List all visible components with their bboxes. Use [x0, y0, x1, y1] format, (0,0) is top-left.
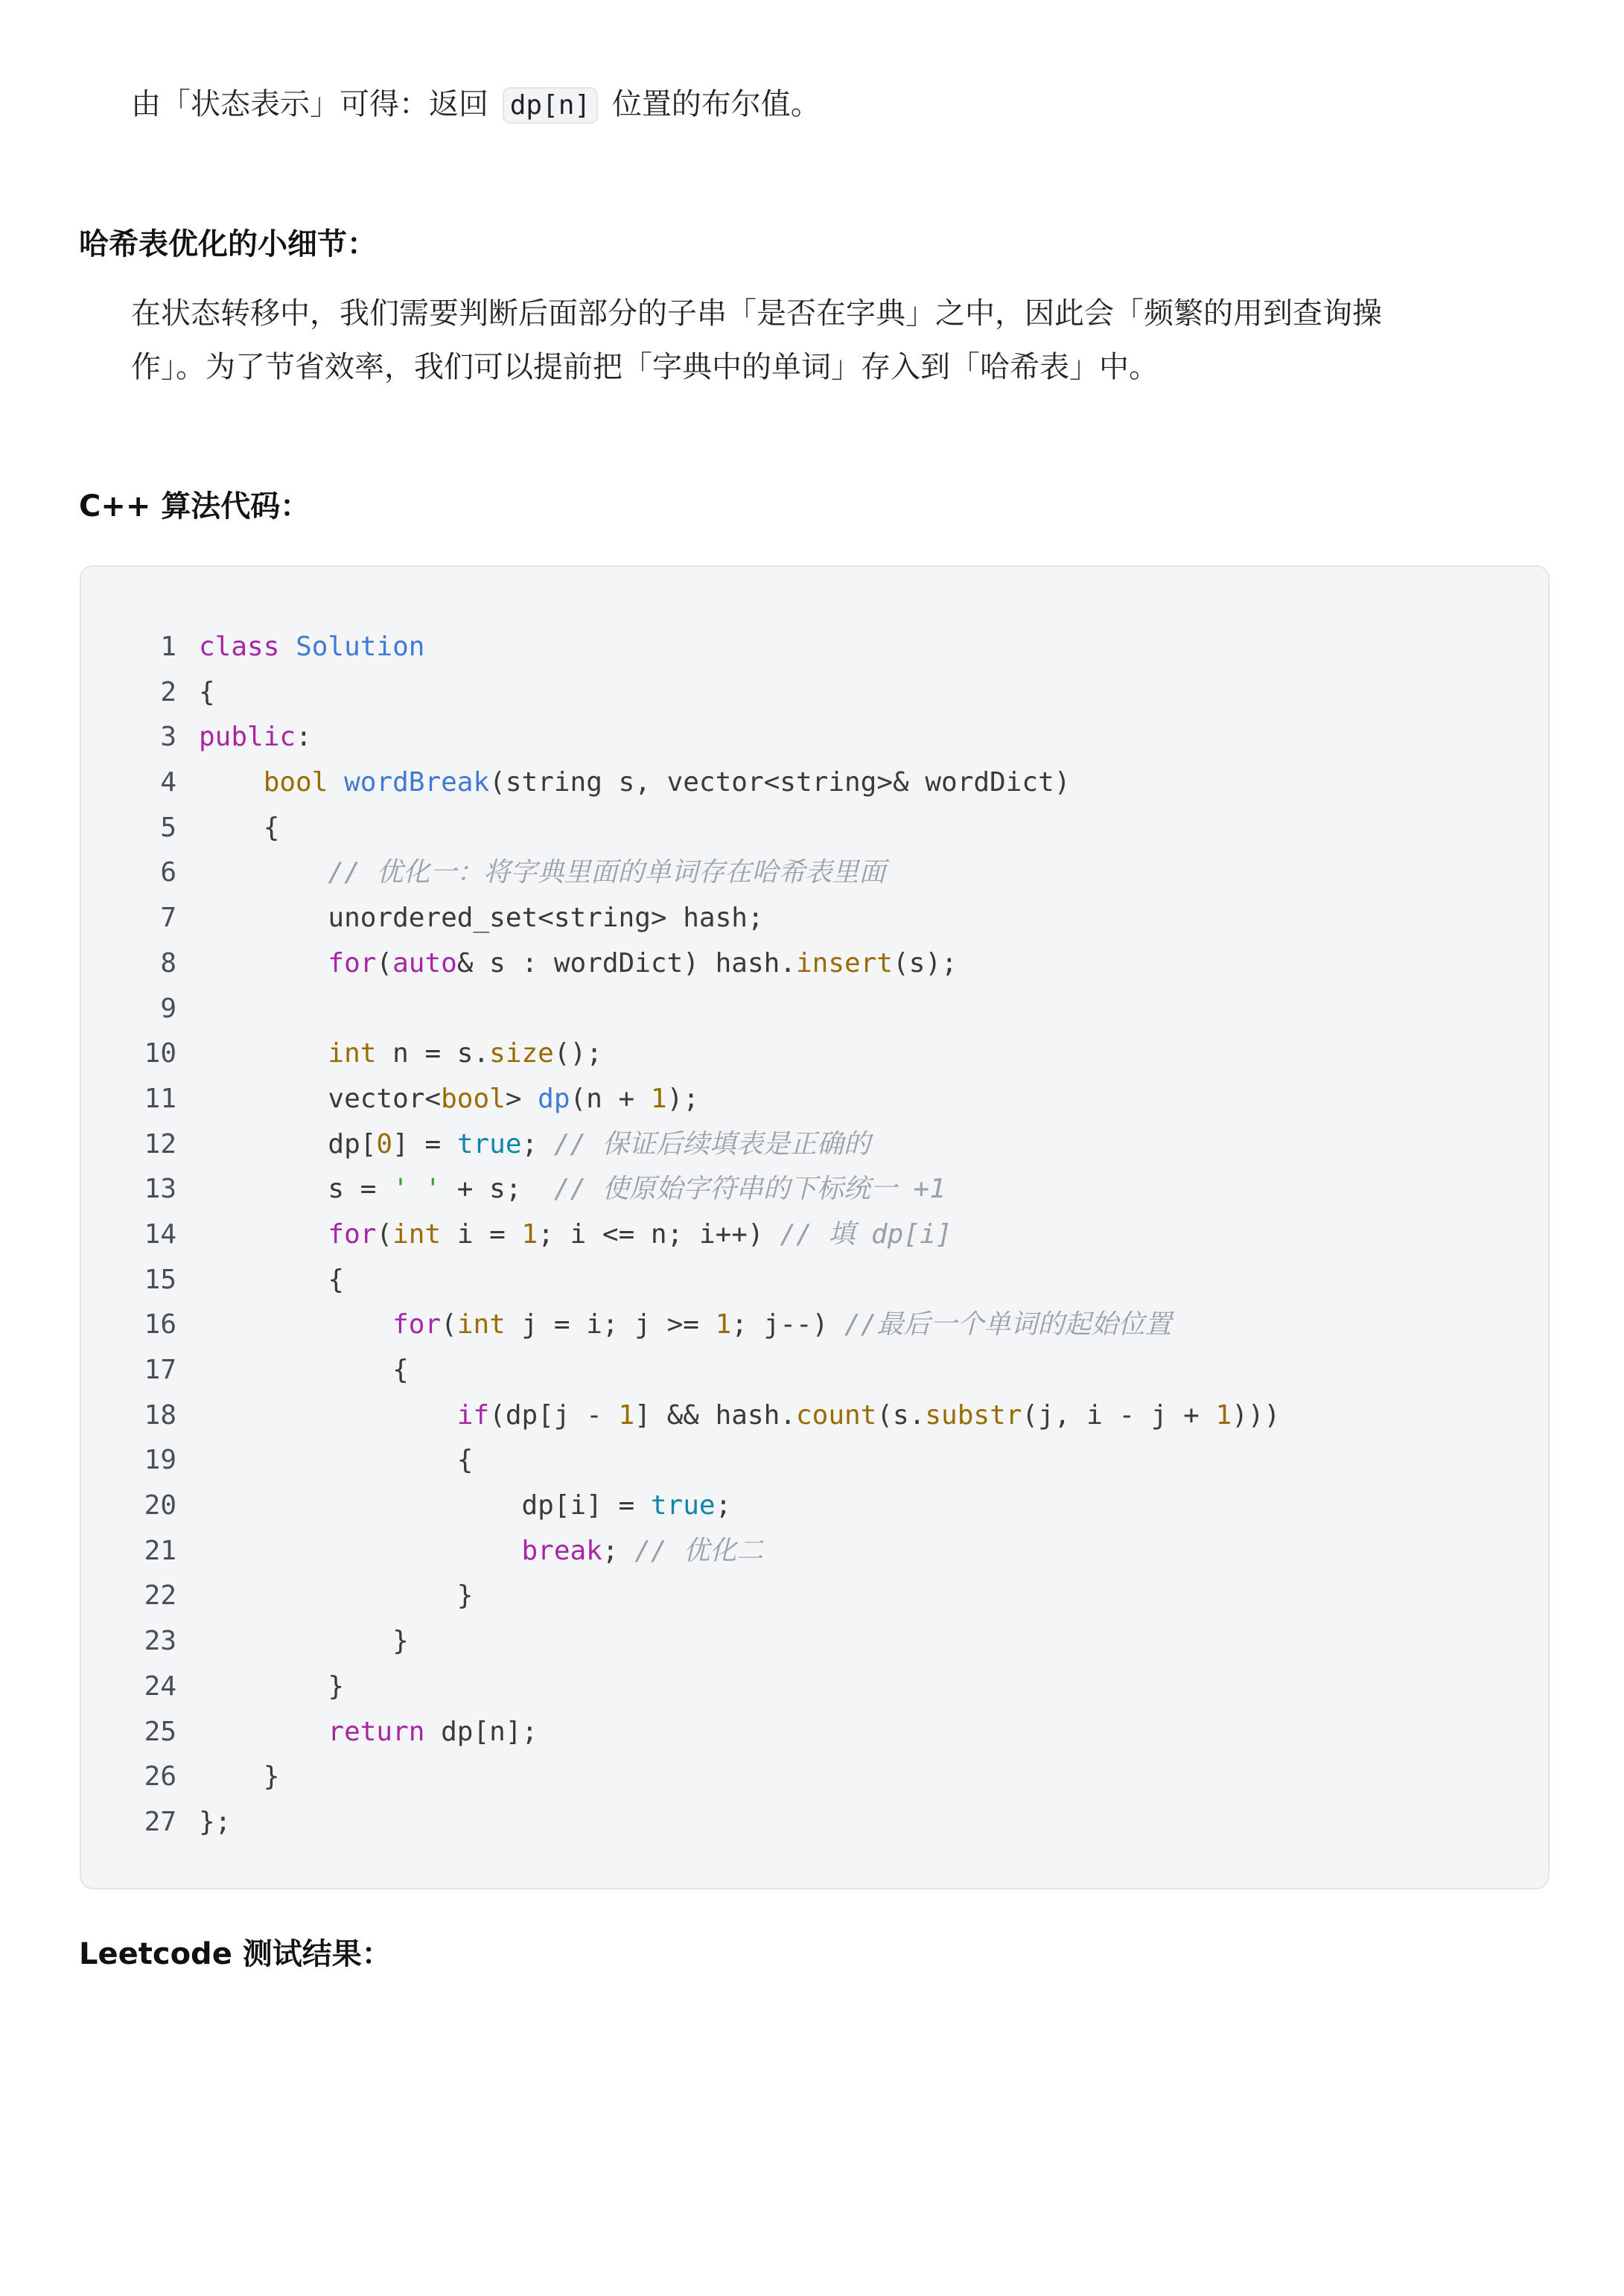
code-line — [81, 1348, 1548, 1393]
code-token: for — [392, 1309, 442, 1341]
code-token: // 填 dp[i] — [780, 1218, 952, 1250]
code-token — [199, 948, 328, 979]
line-number: 25 — [144, 1716, 176, 1747]
code-token: size — [489, 1038, 554, 1069]
line-number: 19 — [144, 1445, 176, 1476]
code-line — [81, 1664, 1548, 1710]
code-token: // 优化一：将字典里面的单词存在哈希表里面 — [328, 857, 886, 888]
code-line — [81, 1031, 1548, 1077]
line-number: 10 — [144, 1038, 176, 1069]
code-line — [81, 1619, 1548, 1664]
code-token: ; — [715, 1490, 732, 1521]
code-token: { — [199, 1445, 474, 1476]
code-token: 1 — [521, 1218, 538, 1250]
code-token: ] && hash. — [634, 1399, 796, 1431]
code-token: 1 — [618, 1399, 635, 1431]
code-text — [199, 1212, 952, 1258]
code-token: 0 — [376, 1128, 393, 1160]
line-number: 5 — [160, 812, 176, 843]
code-token: auto — [392, 947, 457, 979]
code-token: ; — [602, 1535, 635, 1566]
line-number: 24 — [144, 1670, 176, 1702]
line-number: 22 — [144, 1580, 176, 1612]
line-number: 9 — [160, 993, 176, 1024]
code-token: & s : wordDict) hash. — [456, 947, 796, 979]
code-text — [199, 760, 1070, 806]
line-number: 4 — [160, 767, 176, 798]
code-text — [199, 1529, 763, 1574]
code-token: (s. — [876, 1399, 926, 1431]
line-number: 12 — [144, 1128, 176, 1160]
code-token: (s); — [893, 947, 958, 979]
code-token: int — [456, 1309, 506, 1341]
code-token: vector< — [199, 1083, 442, 1114]
code-token: wordBreak — [344, 767, 490, 798]
code-token: (); — [553, 1038, 602, 1069]
code-token: 1 — [715, 1309, 732, 1341]
code-line — [81, 1710, 1548, 1755]
code-line — [81, 1800, 1548, 1845]
code-line — [81, 1077, 1548, 1122]
code-token: if — [456, 1399, 490, 1431]
code-text — [199, 1348, 409, 1393]
code-token: int — [392, 1218, 442, 1250]
code-line — [81, 1393, 1548, 1439]
code-token: ; — [521, 1128, 554, 1160]
code-token: ( — [376, 947, 393, 979]
code-token: count — [795, 1399, 877, 1431]
code-token: (j, i - j + — [1022, 1399, 1216, 1431]
code-token: int — [328, 1038, 377, 1069]
code-line — [81, 1167, 1548, 1212]
code-token: : — [296, 722, 312, 753]
code-token — [199, 1309, 392, 1340]
code-token: substr — [925, 1399, 1022, 1431]
code-token: } — [199, 1580, 474, 1612]
code-token: ( — [441, 1309, 457, 1341]
code-text — [199, 941, 958, 987]
line-number: 14 — [144, 1218, 176, 1250]
code-token: + s; — [441, 1174, 554, 1205]
code-text — [199, 1619, 409, 1664]
code-token: true — [456, 1128, 522, 1160]
code-token: //最后一个单词的起始位置 — [844, 1309, 1172, 1341]
line-number: 11 — [144, 1083, 176, 1114]
hash-paragraph — [131, 287, 1546, 394]
line-number: 17 — [144, 1355, 176, 1385]
code-token: { — [199, 812, 280, 843]
code-token — [328, 767, 344, 798]
code-token: for — [328, 947, 377, 979]
code-token: // 优化二 — [634, 1535, 764, 1566]
line-number: 21 — [144, 1535, 176, 1566]
code-text — [199, 670, 215, 716]
code-text — [199, 1303, 1171, 1348]
line-number: 2 — [160, 676, 176, 707]
code-token: { — [199, 1264, 345, 1295]
code-text — [199, 1167, 946, 1212]
heading-hash-optimization: 哈希表优化的小细节： — [79, 227, 377, 261]
code-line — [81, 987, 1548, 1032]
code-token: { — [199, 1355, 409, 1385]
code-token: // 使原始字符串的下标统一 +1 — [553, 1174, 946, 1205]
line-number: 6 — [160, 857, 176, 888]
code-line — [81, 670, 1548, 716]
code-text — [199, 1484, 731, 1529]
code-token: dp — [538, 1083, 570, 1114]
line-number: 18 — [144, 1399, 176, 1431]
code-token: // 保证后续填表是正确的 — [553, 1128, 870, 1160]
code-token — [199, 1400, 457, 1431]
code-token — [199, 1717, 328, 1747]
code-token: }; — [199, 1806, 232, 1837]
intro-paragraph — [131, 77, 821, 133]
code-token: Solution — [296, 632, 425, 662]
code-line — [81, 715, 1548, 760]
code-token — [199, 857, 328, 888]
code-line — [81, 1258, 1548, 1303]
code-token: j = i; j >= — [505, 1309, 716, 1341]
line-number: 23 — [144, 1626, 176, 1657]
code-token: unordered_set<string> hash; — [199, 903, 764, 934]
code-line — [81, 1122, 1548, 1168]
line-number: 1 — [160, 632, 176, 662]
code-token: dp[ — [199, 1128, 377, 1160]
heading-leetcode-result: Leetcode 测试结果： — [79, 1937, 392, 1971]
code-text — [199, 1664, 344, 1710]
code-line — [81, 1303, 1548, 1348]
code-token: i = — [441, 1218, 522, 1250]
code-token: true — [650, 1490, 716, 1521]
code-line — [81, 1438, 1548, 1484]
code-text — [199, 1710, 538, 1755]
code-token: > — [505, 1083, 538, 1114]
code-token — [199, 1536, 521, 1566]
code-token: ' ' — [392, 1174, 442, 1205]
code-token: return — [328, 1716, 425, 1747]
code-line — [81, 1755, 1548, 1800]
intro-text-before: 由「状态表示」可得：返回 — [131, 87, 488, 121]
line-number: 7 — [160, 903, 176, 934]
code-token: } — [199, 1761, 280, 1793]
code-lines — [81, 625, 1548, 1845]
code-token: ); — [666, 1083, 699, 1114]
code-token: ; j--) — [731, 1309, 845, 1341]
code-line — [81, 1574, 1548, 1619]
code-token: s = — [199, 1174, 393, 1205]
line-number: 13 — [144, 1174, 176, 1205]
code-token: } — [199, 1626, 409, 1657]
inline-code-dp-n: dp[n] — [503, 87, 598, 124]
code-text — [199, 1031, 602, 1077]
code-token — [279, 632, 296, 662]
code-token: { — [199, 676, 215, 707]
code-line — [81, 1484, 1548, 1529]
code-token: public — [199, 722, 296, 753]
code-token: 1 — [1215, 1399, 1232, 1431]
code-line — [81, 896, 1548, 941]
code-token: bool — [263, 767, 328, 798]
code-text — [199, 1393, 1280, 1439]
code-token — [199, 1038, 328, 1069]
line-number: 15 — [144, 1264, 176, 1295]
code-block — [80, 565, 1550, 1889]
code-token: dp[i] = — [199, 1490, 651, 1521]
line-number: 8 — [160, 947, 176, 979]
code-text — [199, 1438, 473, 1484]
code-token: ; i <= n; i++) — [538, 1218, 780, 1250]
code-text — [199, 806, 279, 851]
code-text — [199, 850, 885, 896]
code-token: 1 — [650, 1083, 667, 1114]
code-line — [81, 1529, 1548, 1574]
code-line — [81, 625, 1548, 670]
code-text — [199, 1574, 473, 1619]
code-text — [199, 1122, 870, 1168]
code-line — [81, 760, 1548, 806]
code-token — [199, 767, 264, 798]
code-line — [81, 1212, 1548, 1258]
code-token: break — [521, 1535, 602, 1566]
code-text — [199, 1800, 231, 1845]
code-text — [199, 625, 424, 670]
line-number: 20 — [144, 1490, 176, 1521]
code-text — [199, 1755, 279, 1800]
code-text — [199, 896, 764, 941]
code-text — [199, 1077, 699, 1122]
code-token: ))) — [1232, 1399, 1281, 1431]
code-token: insert — [795, 947, 894, 979]
code-token: for — [328, 1218, 377, 1250]
code-token: class — [199, 632, 280, 662]
line-number: 16 — [144, 1309, 176, 1341]
code-token: (dp[j - — [489, 1399, 619, 1431]
hash-paragraph-line-2: 作」。为了节省效率，我们可以提前把「字典中的单词」存入到「哈希表」中。 — [131, 350, 1159, 384]
code-token — [199, 1219, 328, 1250]
code-line — [81, 941, 1548, 987]
code-token: dp[n]; — [424, 1716, 538, 1747]
code-text — [199, 1258, 344, 1303]
code-token: (string s, vector<string>& wordDict) — [489, 767, 1071, 798]
code-token: n = s. — [376, 1038, 490, 1069]
code-token: ] = — [392, 1128, 457, 1160]
code-line — [81, 850, 1548, 896]
hash-paragraph-line-1: 在状态转移中，我们需要判断后面部分的子串「是否在字典」之中，因此会「频繁的用到查询操 — [131, 296, 1382, 331]
code-token: (n + — [570, 1083, 651, 1114]
heading-cpp-code: C++ 算法代码： — [79, 489, 311, 524]
line-number: 26 — [144, 1761, 176, 1793]
code-token: } — [199, 1670, 345, 1702]
code-line — [81, 806, 1548, 851]
line-number: 3 — [160, 722, 176, 753]
intro-text-after: 位置的布尔值。 — [611, 87, 821, 121]
code-token: bool — [441, 1083, 506, 1114]
code-text — [199, 715, 312, 760]
code-token: ( — [376, 1218, 393, 1250]
line-number: 27 — [144, 1806, 176, 1837]
